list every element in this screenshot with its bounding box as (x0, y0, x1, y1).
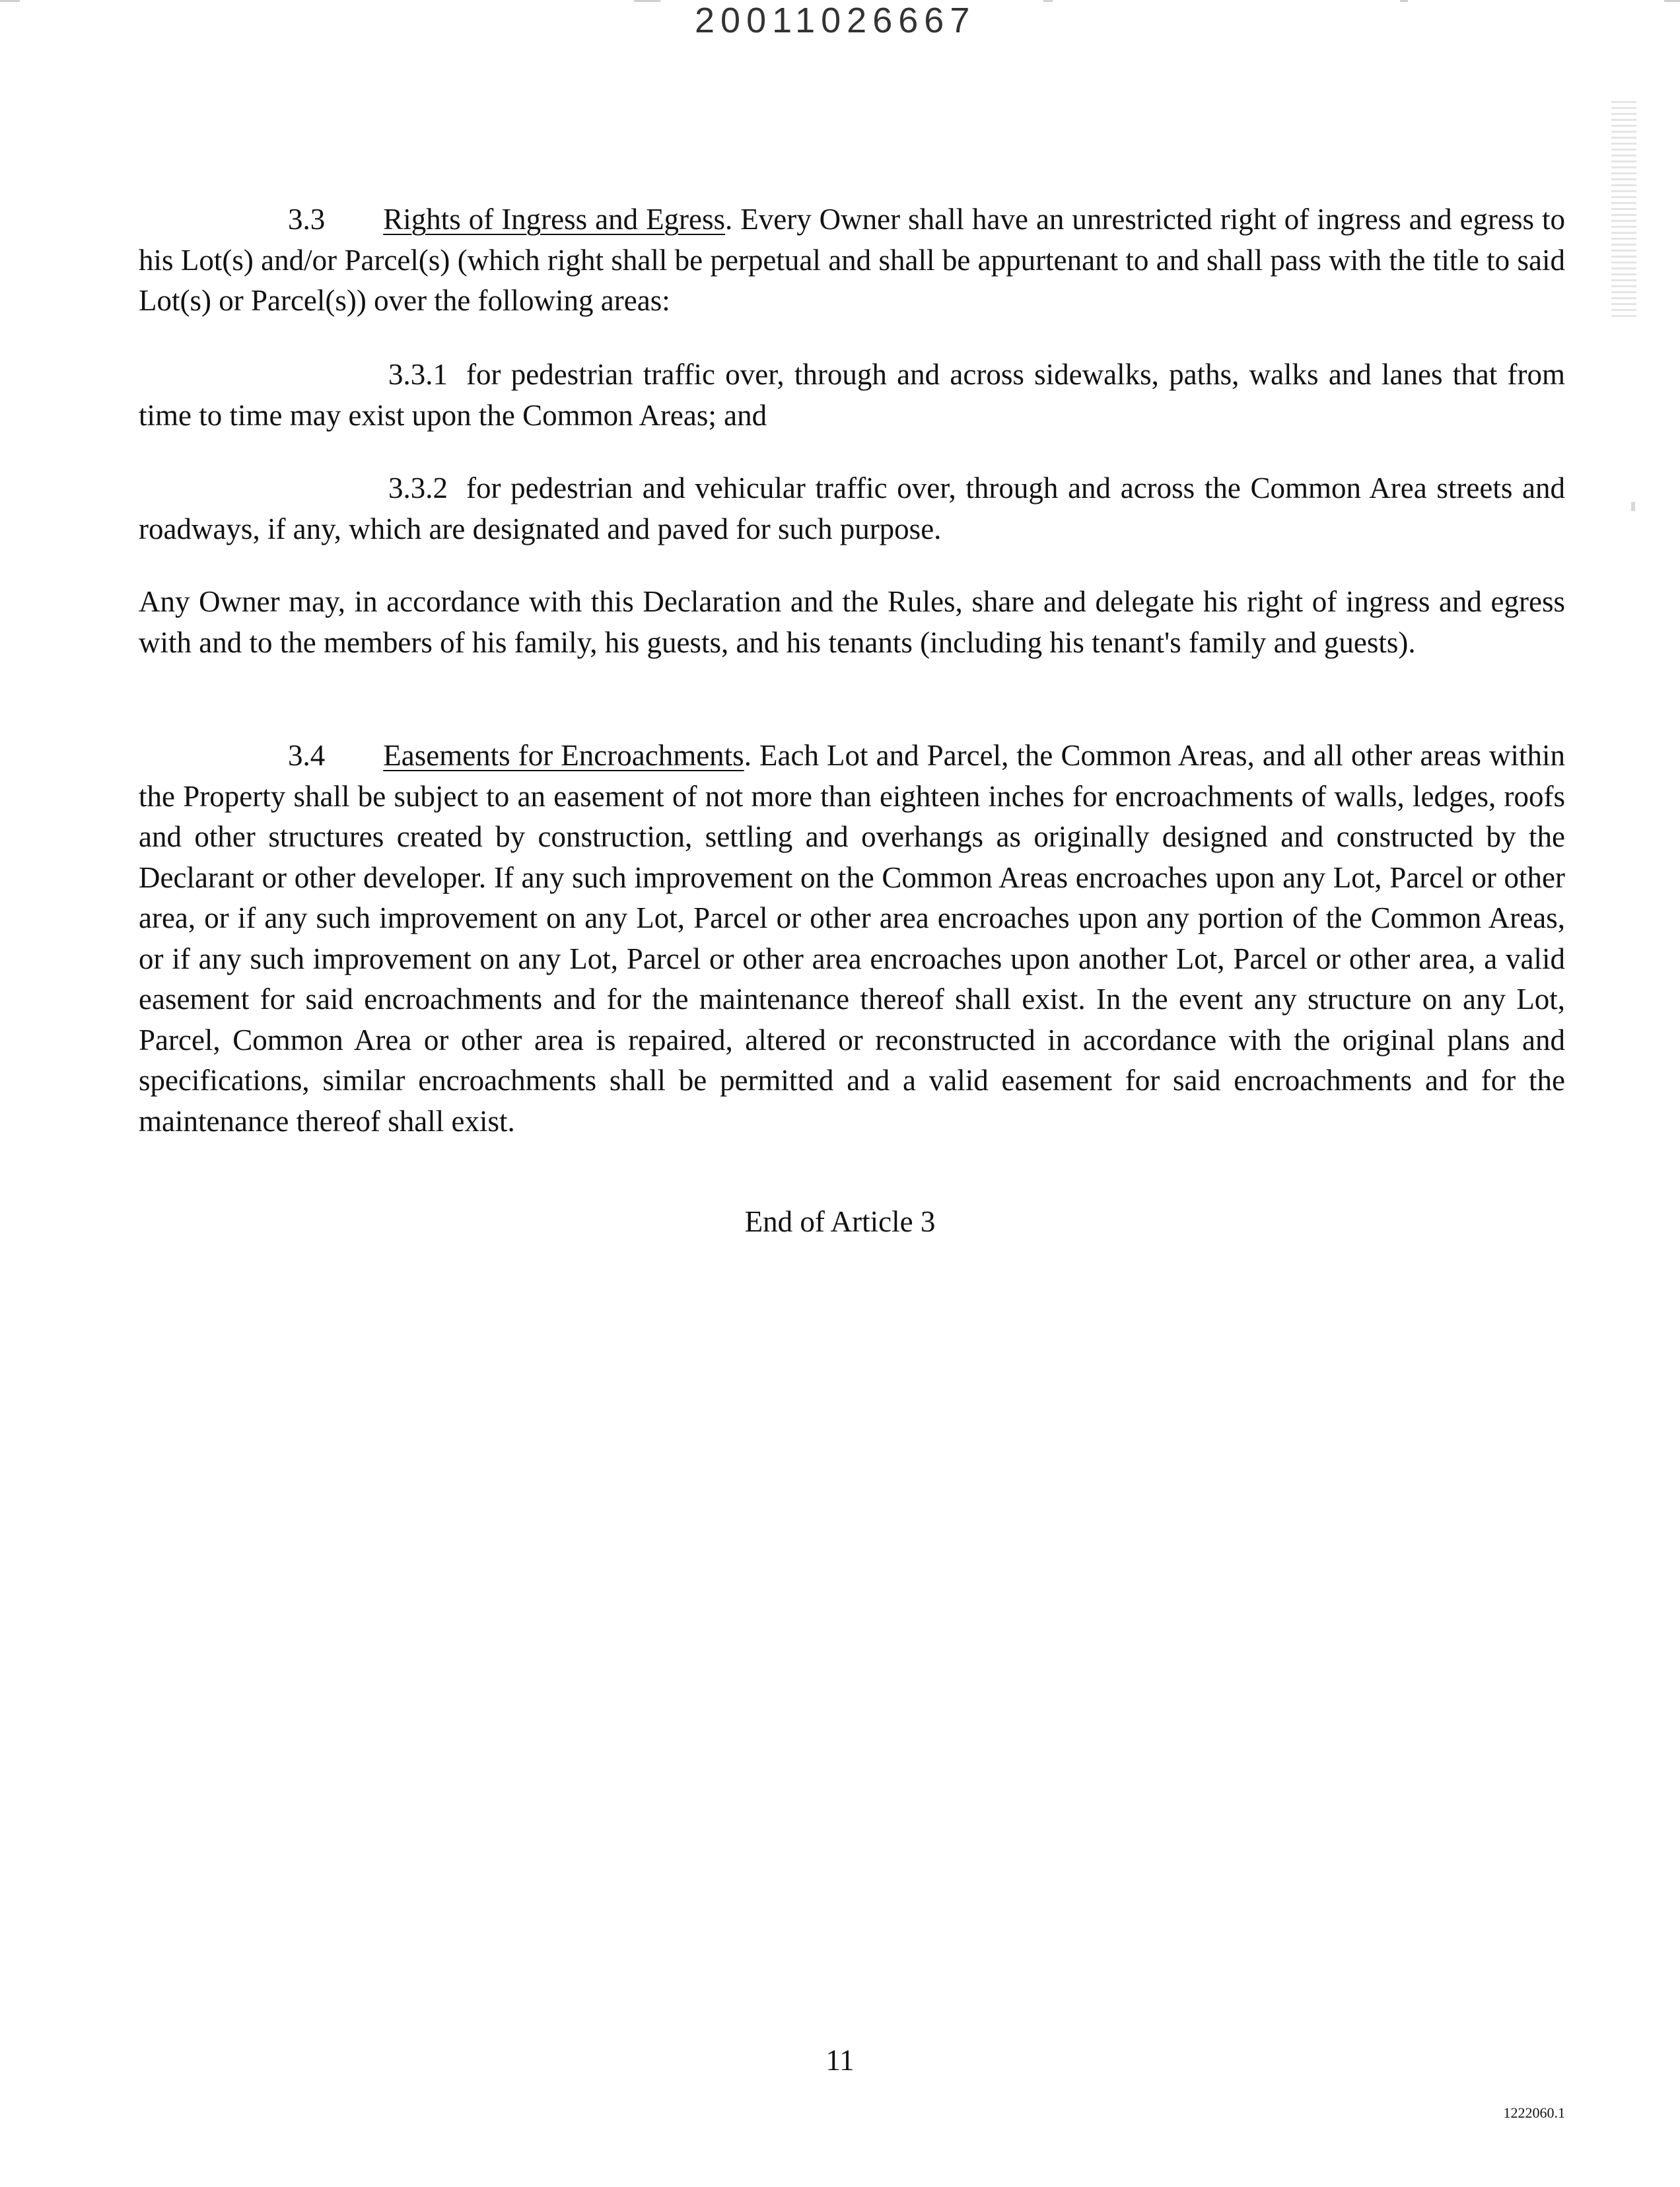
subsection-body: for pedestrian traffic over, through and across sidewalks, paths, walks and lanes that from time to time may exist upon the Common Areas; and (139, 358, 1565, 432)
section-number: 3.3 (288, 203, 326, 236)
margin-scan-mark (1631, 502, 1635, 511)
recording-number: 20011026667 (695, 1, 976, 40)
document-id: 1222060.1 (1503, 2104, 1565, 2121)
end-of-article-label: End of Article 3 (744, 1205, 936, 1238)
section-number: 3.4 (288, 739, 326, 772)
section-3-3-paragraph (139, 199, 1565, 322)
section-body: Each Lot and Parcel, the Common Areas, and all other areas within the Property shall be subject to an easement of not more than eighteen inches for encroachments of walls, ledges, roofs and other structures created by construction, settling and overhangs as originally designed and constructed by the Declarant or other developer. If any such improvement on the Common Areas encroaches upon any Lot, Parcel or other area, or if any such improvement on any Lot, Parcel or other area encroaches upon any portion of the Common Areas, or if any such improvement on any Lot, Parcel or other area encroaches upon another Lot, Parcel or other area, a valid easement for said encroachments and for the maintenance thereof shall exist. In the event any structure on any Lot, Parcel, Common Area or other area is repaired, altered or reconstructed in accordance with the original plans and specifications, similar encroachments shall be permitted and a valid easement for said encroachments and for the maintenance thereof shall exist. (139, 739, 1565, 1138)
delegation-paragraph: Any Owner may, in accordance with this Declaration and the Rules, share and delegate his right of ingress and egress with and to the members of his family, his guests, and his tenants (including his tenant's family and guests). (139, 585, 1565, 659)
section-3-3-1-paragraph (139, 355, 1565, 436)
section-heading: Rights of Ingress and Egress (383, 203, 726, 236)
section-3-4-paragraph (139, 736, 1565, 1142)
subsection-body: for pedestrian and vehicular traffic over, through and across the Common Area streets and roadways, if any, which are designated and paved for such purpose. (139, 471, 1565, 545)
subsection-number: 3.3.1 (388, 358, 448, 391)
page-number: 11 (825, 2044, 855, 2077)
section-heading-period: . (725, 203, 733, 236)
section-heading-period: . (744, 739, 752, 772)
section-heading: Easements for Encroachments (383, 739, 744, 772)
section-3-3-2-paragraph (139, 468, 1565, 549)
subsection-number: 3.3.2 (388, 471, 448, 504)
margin-stamp-mark (1611, 99, 1636, 317)
section-body: Every Owner shall have an unrestricted right of ingress and egress to his Lot(s) and/or Parcel(s) (which right shall be perpetual and shall be appurtenant to and shall pass with the title to said Lot(s) or Parcel(s)) over the following areas: (139, 203, 1565, 317)
